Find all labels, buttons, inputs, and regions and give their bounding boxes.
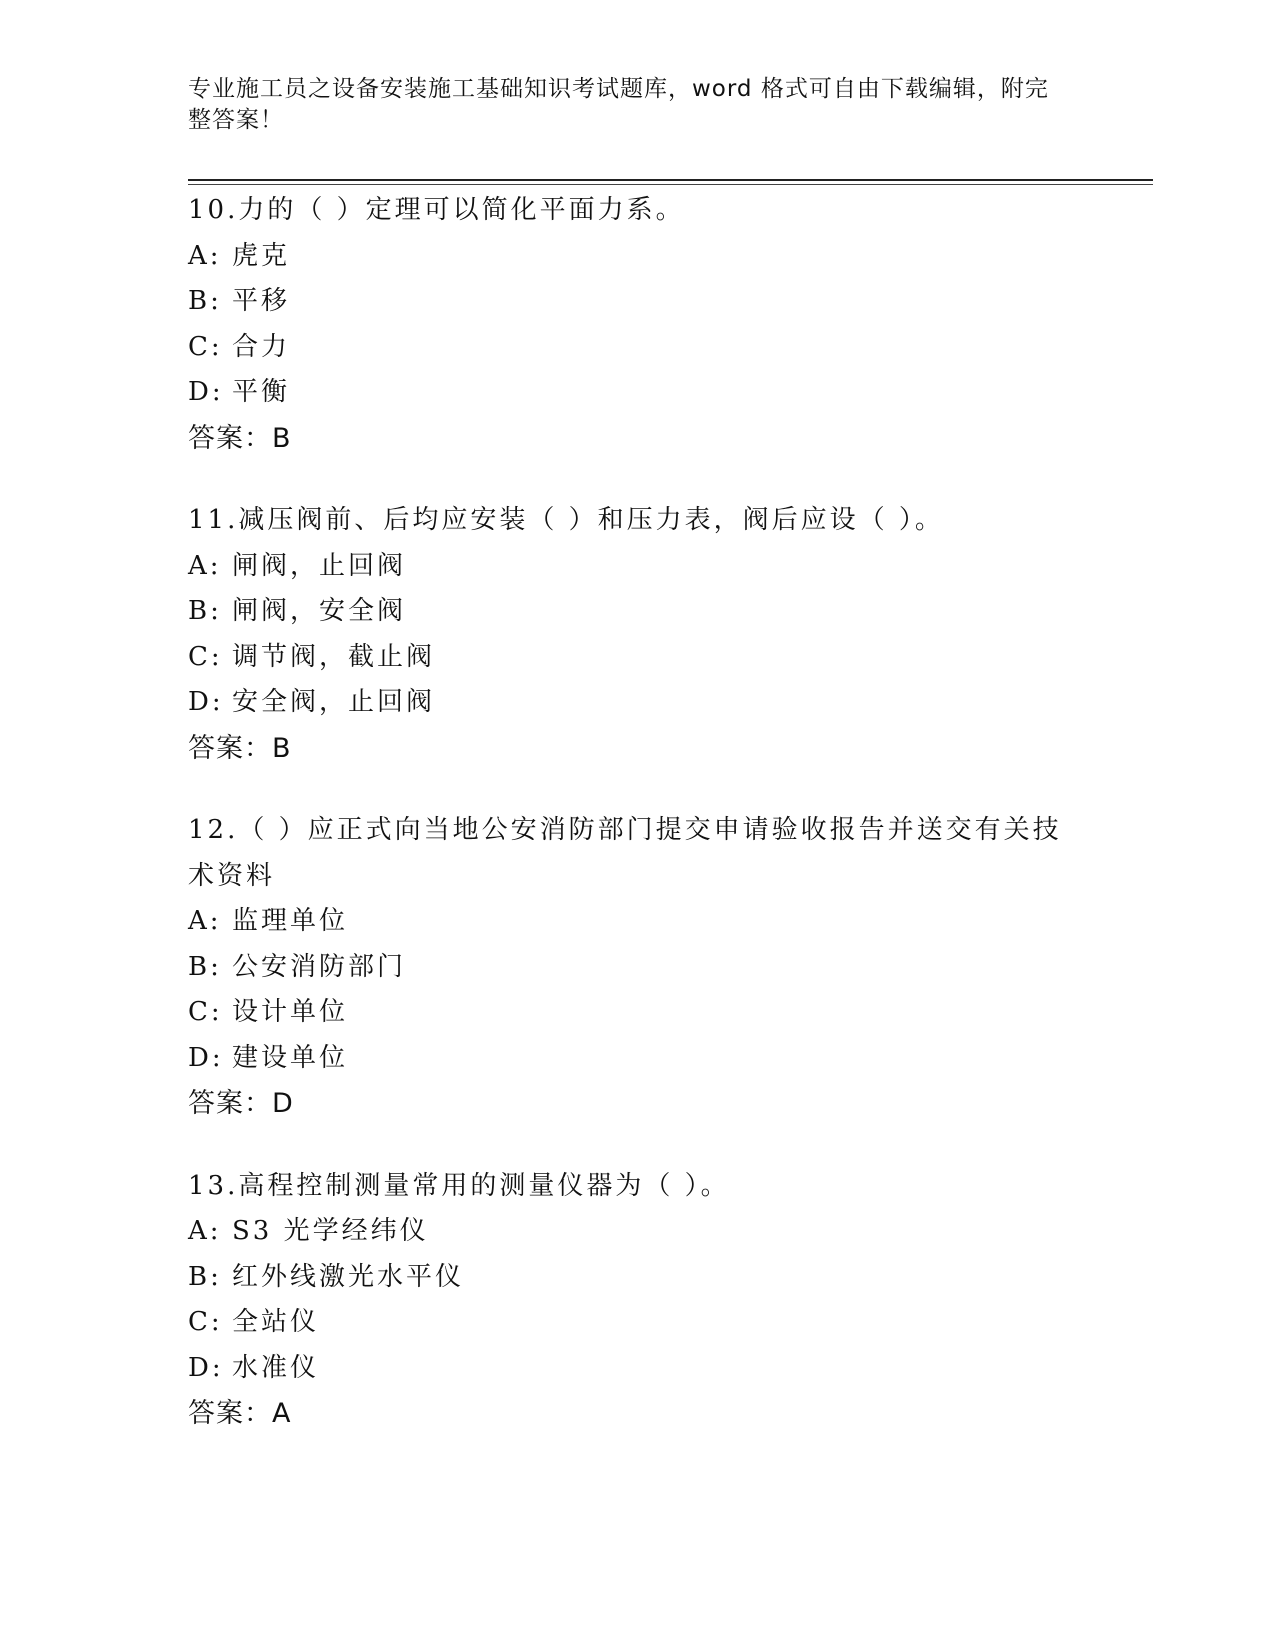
answer-value: B (272, 422, 292, 454)
option-d (188, 370, 1068, 416)
question-number: 13. (188, 1170, 239, 1201)
option-b (188, 1255, 1068, 1301)
option-text: 公安消防部门 (232, 951, 407, 982)
answer-value: A (272, 1398, 292, 1429)
option-text: 调节阀，截止阀 (232, 641, 436, 672)
option-d (188, 1346, 1068, 1392)
document-header (188, 74, 1068, 136)
answer-label: 答案： (188, 1088, 272, 1119)
answer-line (188, 1081, 1068, 1127)
option-key: A: (188, 550, 222, 581)
question-number: 12. (188, 815, 239, 845)
option-text: 红外线激光水平仪 (232, 1261, 465, 1292)
option-c (188, 990, 1068, 1036)
option-a (188, 544, 1068, 590)
option-key: A: (188, 1216, 222, 1246)
header-title-line-1: 专业施工员之设备安装施工基础知识考试题库，word 格式可自由下载编辑，附完 (188, 76, 1049, 102)
option-text: 建设单位 (232, 1042, 349, 1073)
question-text (188, 1164, 1068, 1210)
question-13 (188, 1164, 1068, 1437)
option-key: D: (188, 687, 224, 717)
question-text (188, 188, 1068, 234)
option-d (188, 680, 1068, 726)
option-text: 虎克 (232, 240, 291, 271)
option-text: 平移 (232, 286, 291, 316)
header-title-line-2: 整答案！ (188, 107, 284, 133)
answer-value: B (272, 732, 292, 764)
answer-label: 答案： (188, 732, 272, 764)
option-a (188, 234, 1068, 280)
option-text: 设计单位 (232, 997, 349, 1027)
question-11 (188, 498, 1068, 771)
question-text (188, 808, 1068, 899)
header-divider-thin (188, 184, 1153, 185)
option-key: D: (188, 1042, 224, 1073)
option-key: B: (188, 596, 222, 626)
answer-label: 答案： (188, 1398, 272, 1429)
answer-line (188, 726, 1068, 772)
option-a (188, 1209, 1068, 1255)
option-b (188, 279, 1068, 325)
answer-label: 答案： (188, 422, 272, 454)
option-key: B: (188, 951, 222, 982)
option-key: C: (188, 1307, 223, 1337)
header-divider-thick (188, 179, 1153, 181)
option-key: C: (188, 331, 223, 362)
question-number: 10. (188, 195, 239, 225)
option-key: D: (188, 1352, 224, 1383)
question-stem: 高程控制测量常用的测量仪器为（ ）。 (238, 1170, 730, 1201)
option-text: 水准仪 (232, 1352, 320, 1383)
option-c (188, 1300, 1068, 1346)
question-12 (188, 808, 1068, 1127)
option-text: 监理单位 (232, 906, 349, 936)
option-text: 全站仪 (232, 1307, 320, 1337)
question-number: 11. (188, 505, 239, 535)
answer-line (188, 1391, 1068, 1437)
question-stem: 力的（ ）定理可以简化平面力系。 (238, 195, 685, 225)
option-key: A: (188, 906, 222, 936)
option-key: C: (188, 997, 223, 1027)
answer-line (188, 416, 1068, 462)
option-b (188, 945, 1068, 991)
option-text: 闸阀，止回阀 (232, 550, 407, 581)
option-key: B: (188, 286, 222, 316)
question-list (188, 188, 1068, 1474)
option-key: C: (188, 641, 223, 672)
option-d (188, 1036, 1068, 1082)
option-text: 闸阀，安全阀 (232, 596, 407, 626)
option-c (188, 325, 1068, 371)
option-text: 安全阀，止回阀 (232, 687, 436, 717)
option-b (188, 589, 1068, 635)
option-text: 合力 (232, 331, 291, 362)
option-key: A: (188, 240, 222, 271)
option-key: B: (188, 1261, 222, 1292)
option-c (188, 635, 1068, 681)
option-text: S3 光学经纬仪 (232, 1216, 429, 1246)
question-stem: （ ）应正式向当地公安消防部门提交申请验收报告并送交有关技术资料 (188, 815, 1062, 891)
question-text (188, 498, 1068, 544)
option-a (188, 899, 1068, 945)
question-stem: 减压阀前、后均应安装（ ）和压力表，阀后应设（ ）。 (238, 505, 944, 535)
option-text: 平衡 (232, 377, 291, 407)
question-10 (188, 188, 1068, 461)
answer-value: D (272, 1088, 294, 1119)
option-key: D: (188, 377, 224, 407)
